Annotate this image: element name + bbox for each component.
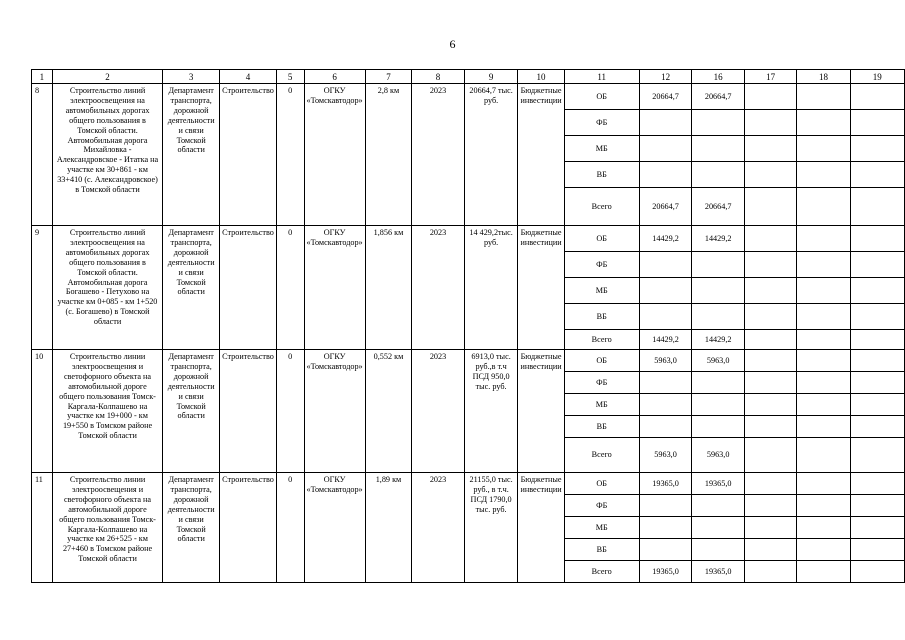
year-value xyxy=(412,473,464,583)
header-cell: 5 xyxy=(276,70,304,84)
funding-source-label: МБ xyxy=(564,278,639,304)
year-value xyxy=(412,350,464,473)
funding-amount-c16 xyxy=(692,304,745,330)
organization xyxy=(304,84,365,226)
funding-amount-c16: 14429,2 xyxy=(692,226,745,252)
funding-amount-c12 xyxy=(639,539,692,561)
cost-value xyxy=(464,350,518,473)
department xyxy=(163,473,220,583)
funding-amount-c16 xyxy=(692,252,745,278)
table-row xyxy=(32,226,905,252)
funding-amount-c12: 20664,7 xyxy=(639,84,692,110)
cell-text: ОГКУ «Томскавтодор» xyxy=(306,86,363,105)
funding-amount-c17 xyxy=(744,438,796,473)
funding-source-label: ФБ xyxy=(564,110,639,136)
year-value xyxy=(412,84,464,226)
funding-amount-c12 xyxy=(639,278,692,304)
header-cell: 12 xyxy=(639,70,692,84)
funding-amount-c16: 5963,0 xyxy=(692,438,745,473)
funding-amount-c19 xyxy=(850,226,904,252)
cell-text: 9 xyxy=(35,228,40,237)
cell-text: Департамент транспорта, дорожной деятельности и связи Томской области xyxy=(167,228,215,297)
work-type xyxy=(220,350,277,473)
funding-source-label: МБ xyxy=(564,394,639,416)
col5-value xyxy=(276,473,304,583)
funding-source-label: Всего xyxy=(564,561,639,583)
funding-amount-c16: 19365,0 xyxy=(692,561,745,583)
funding-amount-c12: 14429,2 xyxy=(639,330,692,350)
header-cell: 19 xyxy=(850,70,904,84)
cell-text: Бюджетные инвестиции xyxy=(520,228,562,247)
funding-amount-c19 xyxy=(850,162,904,188)
funding-amount-c12 xyxy=(639,252,692,278)
funding-amount-c18 xyxy=(797,539,850,561)
funding-amount-c12 xyxy=(639,394,692,416)
funding-amount-c17 xyxy=(744,162,796,188)
header-cell: 4 xyxy=(220,70,277,84)
funding-amount-c18 xyxy=(797,226,850,252)
cell-text: 10 xyxy=(35,352,44,361)
funding-amount-c12 xyxy=(639,162,692,188)
project-name xyxy=(52,226,162,350)
funding-amount-c19 xyxy=(850,110,904,136)
funding-amount-c12 xyxy=(639,416,692,438)
funding-amount-c19 xyxy=(850,473,904,495)
funding-amount-c17 xyxy=(744,473,796,495)
funding-amount-c17 xyxy=(744,416,796,438)
department xyxy=(163,226,220,350)
work-type xyxy=(220,473,277,583)
funding-amount-c19 xyxy=(850,304,904,330)
cell-text: 2023 xyxy=(429,475,447,484)
cell-text: Департамент транспорта, дорожной деятельности и связи Томской области xyxy=(167,475,215,544)
funding-amount-c18 xyxy=(797,252,850,278)
funding-source-label: МБ xyxy=(564,517,639,539)
funding-amount-c19 xyxy=(850,416,904,438)
length-value xyxy=(365,84,412,226)
funding-amount-c17 xyxy=(744,84,796,110)
funding-amount-c18 xyxy=(797,136,850,162)
funding-amount-c16: 20664,7 xyxy=(692,188,745,226)
cost-value xyxy=(464,84,518,226)
category-value xyxy=(518,350,564,473)
funding-source-label: ОБ xyxy=(564,350,639,372)
cell-text: Строительство xyxy=(222,475,274,484)
funding-amount-c17 xyxy=(744,372,796,394)
funding-amount-c17 xyxy=(744,188,796,226)
funding-amount-c12 xyxy=(639,495,692,517)
cell-text: Строительство xyxy=(222,86,274,95)
cell-text: Строительство линии электроосвещения и светофорного объекта на автомобильной дороге общего пользования Томск-Каргала-Колпашево на участке км 19+000 - км 19+550 в Томском районе Томской области xyxy=(59,352,156,441)
cell-text: Строительство линии электроосвещения и светофорного объекта на автомобильной дороге общего пользования Томск-Каргала-Колпашево на участке км 26+525 - км 27+460 в Томском районе Томской области xyxy=(59,475,156,564)
cell-text: 6913,0 тыс. руб.,в т.ч ПСД 950,0 тыс. руб. xyxy=(471,352,511,391)
funding-amount-c16 xyxy=(692,110,745,136)
funding-amount-c12 xyxy=(639,517,692,539)
header-cell: 17 xyxy=(744,70,796,84)
cell-text: 1,856 км xyxy=(373,228,404,237)
funding-amount-c16: 5963,0 xyxy=(692,350,745,372)
cell-text: 20664,7 тыс. руб. xyxy=(469,86,513,105)
cell-text: Строительство линий электроосвещения на автомобильных дорогах общего пользования в Томской области. Автомобильная дорога Михайловка - Александровское - Итатка на участке км 30+861 - км 33+410 (с. Александровское) в Томской области xyxy=(56,86,159,195)
cell-text: 21155,0 тыс. руб., в т.ч. ПСД 1790,0 тыс. руб. xyxy=(469,475,513,514)
cell-text: Строительство xyxy=(222,228,274,237)
funding-amount-c17 xyxy=(744,110,796,136)
cell-text: 2023 xyxy=(429,352,447,361)
funding-source-label: МБ xyxy=(564,136,639,162)
funding-amount-c16 xyxy=(692,136,745,162)
funding-amount-c17 xyxy=(744,330,796,350)
row-number xyxy=(32,350,53,473)
funding-amount-c18 xyxy=(797,517,850,539)
header-cell: 16 xyxy=(692,70,745,84)
funding-amount-c12 xyxy=(639,372,692,394)
length-value xyxy=(365,473,412,583)
funding-amount-c12: 5963,0 xyxy=(639,350,692,372)
funding-amount-c16 xyxy=(692,372,745,394)
length-value xyxy=(365,350,412,473)
funding-amount-c19 xyxy=(850,372,904,394)
funding-amount-c18 xyxy=(797,330,850,350)
table-row xyxy=(32,473,905,495)
funding-source-label: ВБ xyxy=(564,162,639,188)
funding-source-label: Всего xyxy=(564,330,639,350)
cell-text: 14 429,2тыс. руб. xyxy=(469,228,513,247)
funding-amount-c17 xyxy=(744,350,796,372)
length-value xyxy=(365,226,412,350)
cell-text: 11 xyxy=(35,475,43,484)
row-number xyxy=(32,84,53,226)
funding-amount-c12: 14429,2 xyxy=(639,226,692,252)
page-number: 6 xyxy=(449,37,456,51)
funding-source-label: ВБ xyxy=(564,416,639,438)
col5-value xyxy=(276,350,304,473)
funding-amount-c18 xyxy=(797,416,850,438)
funding-amount-c19 xyxy=(850,517,904,539)
funding-amount-c19 xyxy=(850,350,904,372)
cell-text: 0 xyxy=(288,475,293,484)
funding-amount-c18 xyxy=(797,304,850,330)
cell-text: Департамент транспорта, дорожной деятельности и связи Томской области xyxy=(167,86,215,155)
cell-text: 0,552 км xyxy=(373,352,404,361)
funding-amount-c19 xyxy=(850,539,904,561)
header-cell: 11 xyxy=(564,70,639,84)
funding-amount-c19 xyxy=(850,84,904,110)
table-row xyxy=(32,84,905,110)
cell-text: 2023 xyxy=(429,228,447,237)
header-cell: 6 xyxy=(304,70,365,84)
cell-text: Бюджетные инвестиции xyxy=(520,475,562,494)
col5-value xyxy=(276,84,304,226)
project-name xyxy=(52,84,162,226)
funding-amount-c18 xyxy=(797,438,850,473)
funding-amount-c16 xyxy=(692,162,745,188)
funding-amount-c18 xyxy=(797,188,850,226)
cell-text: 2,8 км xyxy=(377,86,400,95)
department xyxy=(163,350,220,473)
funding-amount-c19 xyxy=(850,188,904,226)
header-cell: 9 xyxy=(464,70,518,84)
funding-amount-c19 xyxy=(850,438,904,473)
table-row xyxy=(32,350,905,372)
category-value xyxy=(518,84,564,226)
funding-amount-c18 xyxy=(797,110,850,136)
cell-text: 0 xyxy=(288,86,293,95)
funding-amount-c16 xyxy=(692,495,745,517)
funding-amount-c18 xyxy=(797,473,850,495)
funding-amount-c18 xyxy=(797,162,850,188)
funding-amount-c19 xyxy=(850,278,904,304)
funding-source-label: ФБ xyxy=(564,252,639,278)
funding-amount-c12: 19365,0 xyxy=(639,473,692,495)
organization xyxy=(304,350,365,473)
cell-text: Строительство xyxy=(222,352,274,361)
cell-text: 0 xyxy=(288,228,293,237)
cell-text: 2023 xyxy=(429,86,447,95)
funding-amount-c17 xyxy=(744,539,796,561)
row-number xyxy=(32,226,53,350)
funding-amount-c16 xyxy=(692,278,745,304)
funding-amount-c19 xyxy=(850,394,904,416)
funding-source-label: ОБ xyxy=(564,226,639,252)
funding-amount-c19 xyxy=(850,561,904,583)
funding-amount-c19 xyxy=(850,252,904,278)
work-type xyxy=(220,84,277,226)
header-row xyxy=(32,70,905,84)
funding-amount-c17 xyxy=(744,252,796,278)
funding-amount-c19 xyxy=(850,136,904,162)
department xyxy=(163,84,220,226)
funding-amount-c18 xyxy=(797,561,850,583)
funding-amount-c16 xyxy=(692,394,745,416)
project-name xyxy=(52,473,162,583)
header-cell: 8 xyxy=(412,70,464,84)
cell-text: ОГКУ «Томскавтодор» xyxy=(306,352,363,371)
category-value xyxy=(518,473,564,583)
funding-amount-c18 xyxy=(797,278,850,304)
header-cell: 10 xyxy=(518,70,564,84)
funding-amount-c16: 20664,7 xyxy=(692,84,745,110)
funding-source-label: Всего xyxy=(564,188,639,226)
funding-amount-c16 xyxy=(692,539,745,561)
header-cell: 2 xyxy=(52,70,162,84)
header-cell: 1 xyxy=(32,70,53,84)
funding-amount-c12 xyxy=(639,304,692,330)
funding-amount-c17 xyxy=(744,136,796,162)
header-cell: 7 xyxy=(365,70,412,84)
work-type xyxy=(220,226,277,350)
funding-amount-c12: 20664,7 xyxy=(639,188,692,226)
organization xyxy=(304,226,365,350)
funding-source-label: ВБ xyxy=(564,304,639,330)
cell-text: Департамент транспорта, дорожной деятельности и связи Томской области xyxy=(167,352,215,421)
funding-amount-c12 xyxy=(639,110,692,136)
cell-text: Бюджетные инвестиции xyxy=(520,86,562,105)
cell-text: Строительство линий электроосвещения на автомобильных дорогах общего пользования в Томской области. Автомобильная дорога Богашево - Петухово на участке км 0+085 - км 1+520 (с. Богашево) в Томской области xyxy=(57,228,158,327)
funding-amount-c17 xyxy=(744,278,796,304)
investment-table xyxy=(31,69,905,583)
funding-source-label: ОБ xyxy=(564,84,639,110)
cost-value xyxy=(464,473,518,583)
funding-amount-c16 xyxy=(692,416,745,438)
funding-source-label: ВБ xyxy=(564,539,639,561)
funding-amount-c19 xyxy=(850,330,904,350)
funding-amount-c12: 19365,0 xyxy=(639,561,692,583)
funding-amount-c18 xyxy=(797,84,850,110)
funding-amount-c12: 5963,0 xyxy=(639,438,692,473)
funding-source-label: ФБ xyxy=(564,372,639,394)
cost-value xyxy=(464,226,518,350)
funding-source-label: Всего xyxy=(564,438,639,473)
funding-source-label: ОБ xyxy=(564,473,639,495)
row-number xyxy=(32,473,53,583)
funding-amount-c16 xyxy=(692,517,745,539)
cell-text: 0 xyxy=(288,352,293,361)
cell-text: Бюджетные инвестиции xyxy=(520,352,562,371)
funding-amount-c16: 19365,0 xyxy=(692,473,745,495)
cell-text: 8 xyxy=(35,86,40,95)
category-value xyxy=(518,226,564,350)
cell-text: ОГКУ «Томскавтодор» xyxy=(306,475,363,494)
funding-amount-c19 xyxy=(850,495,904,517)
cell-text: 1,89 км xyxy=(375,475,402,484)
col5-value xyxy=(276,226,304,350)
cell-text: ОГКУ «Томскавтодор» xyxy=(306,228,363,247)
header-cell: 18 xyxy=(797,70,850,84)
funding-amount-c18 xyxy=(797,495,850,517)
funding-amount-c16: 14429,2 xyxy=(692,330,745,350)
funding-amount-c12 xyxy=(639,136,692,162)
funding-amount-c17 xyxy=(744,304,796,330)
funding-amount-c17 xyxy=(744,495,796,517)
project-name xyxy=(52,350,162,473)
funding-amount-c18 xyxy=(797,350,850,372)
year-value xyxy=(412,226,464,350)
funding-amount-c18 xyxy=(797,394,850,416)
funding-amount-c17 xyxy=(744,226,796,252)
header-cell: 3 xyxy=(163,70,220,84)
organization xyxy=(304,473,365,583)
funding-amount-c18 xyxy=(797,372,850,394)
funding-source-label: ФБ xyxy=(564,495,639,517)
funding-amount-c17 xyxy=(744,561,796,583)
funding-amount-c17 xyxy=(744,394,796,416)
funding-amount-c17 xyxy=(744,517,796,539)
